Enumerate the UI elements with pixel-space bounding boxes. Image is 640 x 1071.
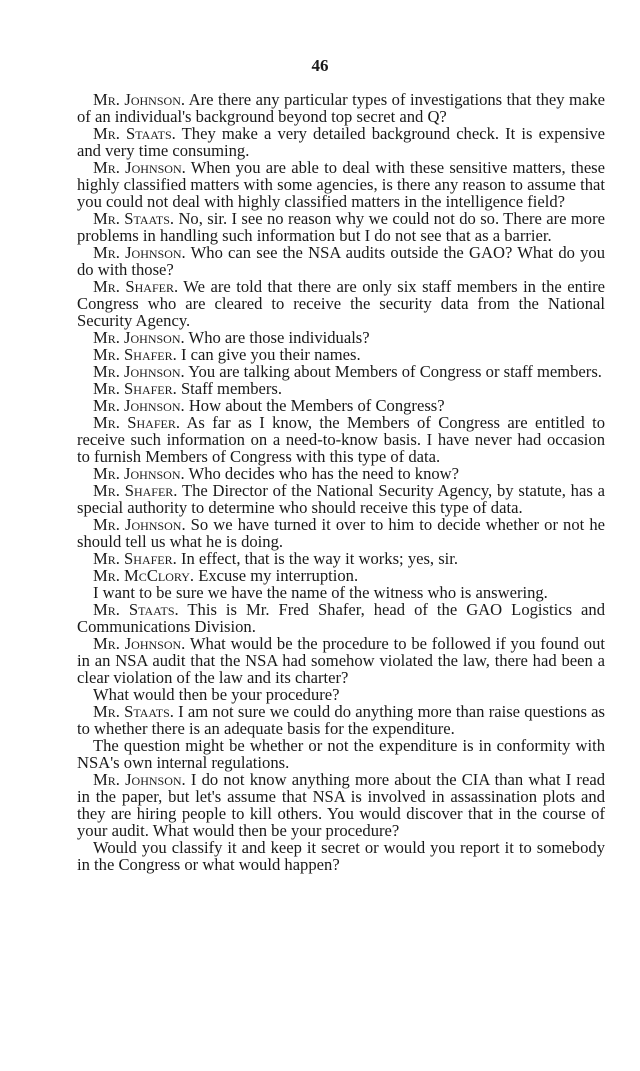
transcript-paragraph [77,737,605,771]
transcript-paragraph [77,363,605,380]
speaker-name: Mr. Staats. [93,600,179,619]
transcript-paragraph [77,516,605,550]
speaker-name: Mr. Shafer. [93,481,178,500]
speaker-name: Mr. Johnson. [93,515,186,534]
speaker-name: Mr. Staats. [93,702,174,721]
paragraph-text: What would then be your procedure? [93,685,340,704]
speaker-name: Mr. Johnson. [93,158,186,177]
paragraph-text: I want to be sure we have the name of the witness who is answering. [93,583,548,602]
paragraph-text: The question might be whether or not the expenditure is in conformity with NSA's own internal regulations. [77,736,605,772]
transcript-paragraph [77,125,605,159]
paragraph-text: We are told that there are only six staff members in the entire Congress who are cleared to receive the security data from the National Security Agency. [77,277,605,330]
transcript-paragraph [77,210,605,244]
paragraph-text: When you are able to deal with these sensitive matters, these highly classified matters with some agencies, is there any reason to assume that you could not deal with highly classified matters in the intelligence field? [77,158,606,211]
transcript-paragraph [77,482,605,516]
paragraph-text: What would be the procedure to be followed if you found out in an NSA audit that the NSA had somehow violated the law, there had been a clear violation of the law and its charter? [77,634,605,687]
speaker-name: Mr. Johnson. [93,90,186,109]
transcript-paragraph [77,159,605,210]
paragraph-text: This is Mr. Fred Shafer, head of the GAO Logistics and Communications Division. [77,600,605,636]
page-number: 46 [311,56,329,75]
paragraph-text: Who can see the NSA audits outside the GAO? What do you do with those? [77,243,605,279]
speaker-name: Mr. Shafer. [93,549,177,568]
paragraph-text: Who are those individuals? [188,328,370,347]
speaker-name: Mr. Shafer. [93,379,177,398]
speaker-name: Mr. Staats. [93,209,175,228]
transcript-paragraph [77,465,605,482]
paragraph-text: Are there any particular types of investigations that they make of an individual's background beyond top secret and Q? [77,90,605,126]
speaker-name: Mr. Staats. [93,124,176,143]
transcript-paragraph [77,244,605,278]
paragraph-text: The Director of the National Security Agency, by statute, has a special authority to determine who should receive this type of data. [77,481,605,517]
paragraph-text: I can give you their names. [180,345,361,364]
transcript-paragraph [77,635,605,686]
paragraph-text: No, sir. I see no reason why we could not do so. There are more problems in handling such information but I do not see that as a barrier. [77,209,605,245]
transcript-paragraph [77,839,605,873]
paragraph-text: You are talking about Members of Congress or staff members. [188,362,602,381]
speaker-name: Mr. Johnson. [93,396,185,415]
transcript-paragraph [77,397,605,414]
paragraph-text: In effect, that is the way it works; yes, sir. [180,549,459,568]
transcript-paragraph [77,380,605,397]
speaker-name: Mr. Johnson. [93,634,186,653]
speaker-name: Mr. Johnson. [93,362,185,381]
transcript-paragraph [77,346,605,363]
transcript-paragraph [77,601,605,635]
transcript-paragraph [77,567,605,584]
paragraph-text: Excuse my interruption. [198,566,359,585]
paragraph-text: I am not sure we could do anything more than raise questions as to whether there is an adequate basis for the expenditure. [77,702,606,738]
speaker-name: Mr. Johnson. [93,464,185,483]
speaker-name: Mr. Shafer. [93,413,180,432]
transcript-paragraph [77,550,605,567]
transcript-paragraph [77,703,605,737]
paragraph-text: Who decides who has the need to know? [188,464,460,483]
speaker-name: Mr. Shafer. [93,277,179,296]
speaker-name: Mr. Shafer. [93,345,177,364]
speaker-name: Mr. Johnson. [93,328,185,347]
transcript-body [77,91,605,873]
paragraph-text: So we have turned it over to him to decide whether or not he should tell us what he is doing. [77,515,605,551]
transcript-paragraph [77,686,605,703]
speaker-name: Mr. McClory. [93,566,195,585]
transcript-paragraph [77,771,605,839]
transcript-paragraph [77,91,605,125]
speaker-name: Mr. Johnson. [93,770,186,789]
paragraph-text: I do not know anything more about the CIA than what I read in the paper, but let's assume that NSA is involved in assassination plots and they are hiring people to kill others. You would discover that in the course of your audit. What would then be your procedure? [77,770,605,840]
paragraph-text: They make a very detailed background check. It is expensive and very time consuming. [77,124,605,160]
transcript-paragraph [77,329,605,346]
paragraph-text: Would you classify it and keep it secret or would you report it to somebody in the Congress or what would happen? [77,838,605,874]
paragraph-text: How about the Members of Congress? [188,396,445,415]
transcript-paragraph [77,584,605,601]
transcript-paragraph [77,414,605,465]
paragraph-text: As far as I know, the Members of Congress are entitled to receive such information on a need-to-know basis. I have never had occasion to furnish Members of Congress with this type of data. [77,413,605,466]
speaker-name: Mr. Johnson. [93,243,186,262]
paragraph-text: Staff members. [180,379,283,398]
transcript-paragraph [77,278,605,329]
